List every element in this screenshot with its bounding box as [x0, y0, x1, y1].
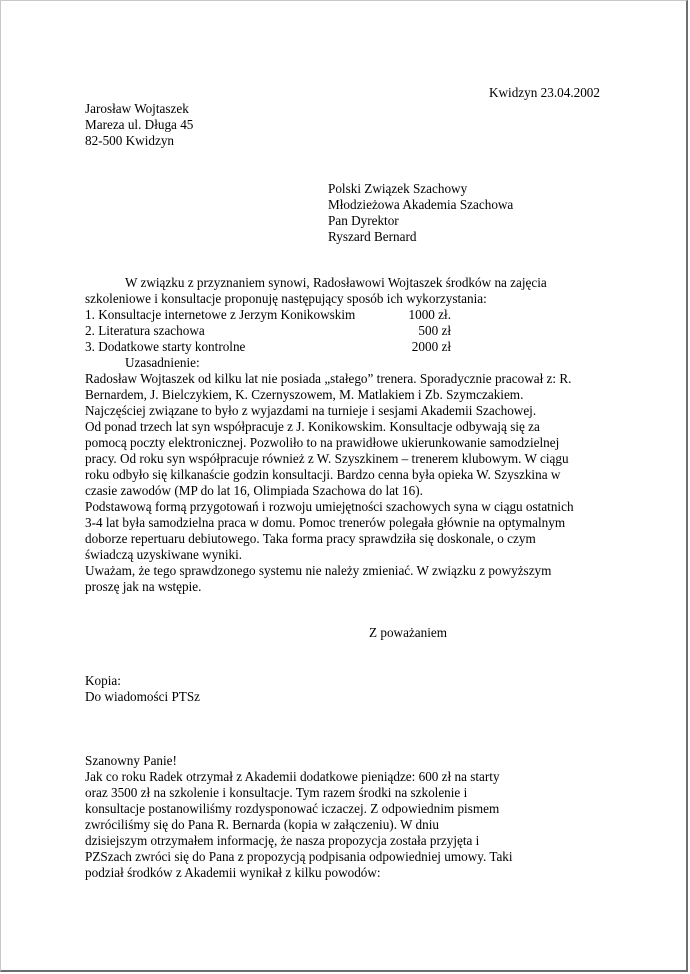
sender-city: 82-500 Kwidzyn [85, 133, 175, 148]
closing: Z poważaniem [369, 625, 447, 640]
body-line: pracy. Od roku syn współpracuje również z W. Szyszkinem – trenerem klubowym. W ciągu [85, 451, 569, 466]
body-line: Podstawową formą przygotowań i rozwoju umiejętności szachowych syna w ciągu ostatnich [85, 499, 574, 514]
body-line: 3-4 lat była samodzielna praca w domu. Pomoc trenerów polegała głównie na optymalnym [85, 515, 566, 530]
intro-line: szkoleniowe i konsultacje proponuję następujący sposób ich wykorzystania: [85, 291, 487, 306]
list-item [85, 339, 625, 355]
second-letter [85, 753, 625, 881]
recipient-line: Ryszard Bernard [328, 229, 417, 244]
intro-line: W związku z przyznaniem synowi, Radosławowi Wojtaszek środków na zajęcia [125, 275, 547, 290]
body-line: czasie zawodów (MP do lat 16, Olimpiada Szachowa do lat 16). [85, 483, 423, 498]
copy-note [85, 673, 200, 705]
body-line: roku odbyło się kilkanaście godzin konsultacji. Bardzo cenna była opieka W. Szyszkina w [85, 467, 561, 482]
item-amount: 1000 zł. [408, 307, 451, 322]
body-line: doborze repertuaru debiutowego. Taka forma pracy sprawdziła się doskonale, o czym [85, 531, 536, 546]
copy-recipient: Do wiadomości PTSz [85, 689, 201, 704]
letter-body [85, 275, 625, 595]
sender-street: Mareza ul. Długa 45 [85, 117, 194, 132]
list-item [85, 307, 625, 323]
body-line: Najczęściej związane to było z wyjazdami na turnieje i sesjami Akademii Szachowej. [85, 403, 537, 418]
body-line: Bernardem, J. Bielczykiem, K. Czernyszowem, M. Matlakiem i Zb. Szymczakiem. [85, 387, 524, 402]
recipient-address [328, 181, 513, 245]
copy-label: Kopia: [85, 673, 121, 688]
recipient-line: Pan Dyrektor [328, 213, 399, 228]
salutation: Szanowny Panie! [85, 753, 177, 768]
body-line: proszę jak na wstępie. [85, 579, 202, 594]
body-line: Radosław Wojtaszek od kilku lat nie posiada „stałego” trenera. Sporadycznie pracował z: R. [85, 371, 572, 386]
body-line: oraz 3500 zł na szkolenie i konsultacje. Tym razem środki na szkolenie i [85, 785, 468, 800]
body-line: konsultacje postanowiliśmy rozdysponować iczaczej. Z odpowiednim pismem [85, 801, 500, 816]
sender-name: Jarosław Wojtaszek [85, 101, 189, 116]
body-line: pomocą poczty elektronicznej. Pozwoliło to na prawidłowe ukierunkowanie samodzielnej [85, 435, 560, 450]
recipient-line: Młodzieżowa Akademia Szachowa [328, 197, 514, 212]
body-line: Uważam, że tego sprawdzonego systemu nie należy zmieniać. W związku z powyższym [85, 563, 552, 578]
body-line: świadczą uzyskiwane wyniki. [85, 547, 243, 562]
justification-heading: Uzasadnienie: [125, 355, 200, 370]
body-line: Jak co roku Radek otrzymał z Akademii dodatkowe pieniądze: 600 zł na starty [85, 769, 500, 784]
body-line: dzisiejszym otrzymałem informację, że nasza propozycja została przyjęta i [85, 833, 480, 848]
body-line: PZSzach zwróci się do Pana z propozycją podpisania odpowiedniej umowy. Taki [85, 849, 513, 864]
body-line: Od ponad trzech lat syn współpracuje z J. Konikowskim. Konsultacje odbywają się za [85, 419, 540, 434]
recipient-line: Polski Związek Szachowy [328, 181, 468, 196]
body-line: zwróciliśmy się do Pana R. Bernarda (kopia w załączeniu). W dniu [85, 817, 440, 832]
item-label: 2. Literatura szachowa [85, 323, 205, 338]
date-line: Kwidzyn 23.04.2002 [489, 85, 600, 100]
item-label: 3. Dodatkowe starty kontrolne [85, 339, 246, 354]
item-label: 1. Konsultacje internetowe z Jerzym Konikowskim [85, 307, 356, 322]
item-amount: 2000 zł [411, 339, 451, 354]
item-amount: 500 zł [418, 323, 451, 338]
body-line: podział środków z Akademii wynikał z kilku powodów: [85, 865, 381, 880]
list-item [85, 323, 625, 339]
sender-address [85, 101, 193, 149]
